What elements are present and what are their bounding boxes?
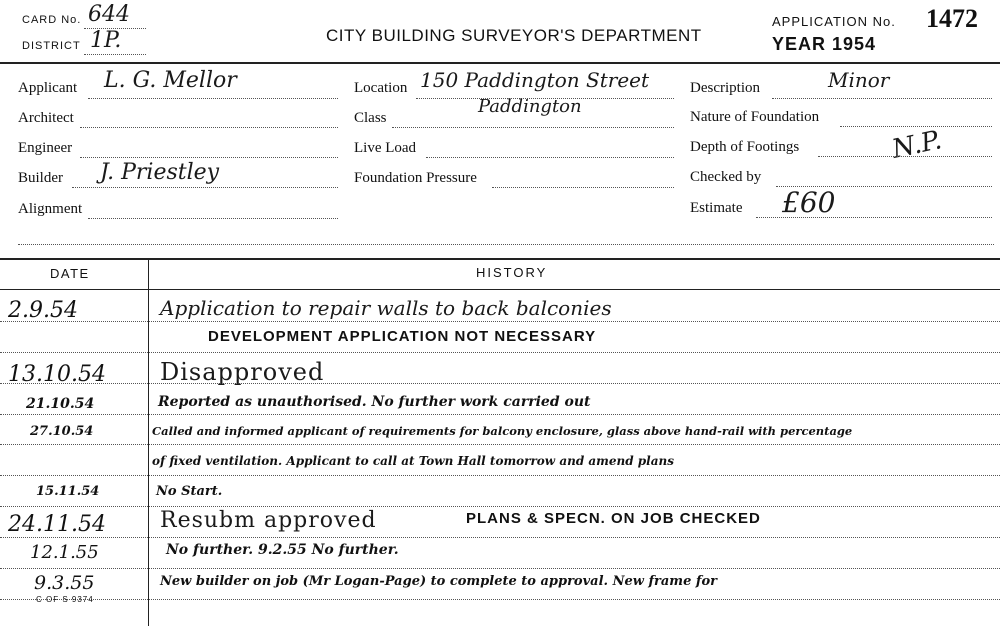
description-label: Description: [690, 80, 760, 96]
district-label: DISTRICT: [22, 40, 81, 52]
builder-value: J. Priestley: [100, 160, 220, 185]
history-date: 13.10.54: [8, 362, 106, 387]
foundation-pressure-label: Foundation Pressure: [354, 170, 477, 186]
date-column-header: DATE: [50, 266, 90, 281]
engineer-label: Engineer: [18, 140, 73, 156]
district-value: 1P.: [90, 28, 122, 53]
history-column-header: HISTORY: [476, 265, 548, 280]
history-date: 27.10.54: [30, 424, 94, 439]
history-entry: of fixed ventilation. Applicant to call at Town Hall tomorrow and amend plans: [152, 454, 674, 468]
history-date: 15.11.54: [36, 484, 100, 499]
application-no-label: APPLICATION No.: [772, 14, 896, 29]
architect-label: Architect: [18, 110, 74, 126]
description-value: Minor: [828, 68, 890, 92]
history-entry: Resubm approved: [160, 508, 377, 533]
nature-of-foundation-label: Nature of Foundation: [690, 109, 820, 125]
year-label: YEAR 1954: [772, 34, 877, 54]
applicant-label: Applicant: [18, 80, 78, 96]
depth-of-footings-label: Depth of Footings: [690, 139, 800, 155]
depth-value: N.P.: [889, 125, 945, 165]
live-load-label: Live Load: [354, 140, 417, 156]
history-entry: Application to repair walls to back balconies: [160, 296, 612, 320]
location-value: 150 Paddington Street: [420, 68, 650, 92]
development-application-stamp: DEVELOPMENT APPLICATION NOT NECESSARY: [208, 328, 597, 345]
history-date: 21.10.54: [26, 396, 95, 412]
history-date: 24.11.54: [8, 512, 106, 537]
applicant-value: L. G. Mellor: [104, 68, 237, 93]
history-entry: No further. 9.2.55 No further.: [166, 542, 399, 558]
card-no-label: CARD No.: [22, 14, 82, 26]
application-no-value: 1472: [926, 4, 978, 33]
department-title: CITY BUILDING SURVEYOR'S DEPARTMENT: [326, 26, 702, 45]
checked-by-label: Checked by: [690, 169, 762, 185]
class-value: Paddington: [478, 96, 582, 117]
history-entry: Reported as unauthorised. No further work carried out: [158, 394, 591, 410]
history-date: 2.9.54: [8, 298, 78, 323]
estimate-value: £60: [782, 186, 836, 219]
estimate-label: Estimate: [690, 200, 743, 216]
plans-checked-stamp: PLANS & SPECN. ON JOB CHECKED: [466, 510, 761, 527]
history-date: 12.1.55: [30, 542, 99, 563]
builder-label: Builder: [18, 170, 63, 186]
history-entry: No Start.: [156, 484, 223, 499]
history-entry: Called and informed applicant of requirements for balcony enclosure, glass above hand-rail with percentage: [152, 424, 853, 438]
alignment-label: Alignment: [18, 201, 83, 217]
card-no-value: 644: [88, 2, 130, 27]
form-code: C OF S 9374: [36, 595, 94, 604]
history-entry: New builder on job (Mr Logan-Page) to complete to approval. New frame for: [160, 574, 717, 589]
location-label: Location: [354, 80, 408, 96]
history-date: 9.3.55: [34, 572, 95, 594]
history-entry: Disapproved: [160, 358, 325, 386]
class-label: Class: [354, 110, 387, 126]
